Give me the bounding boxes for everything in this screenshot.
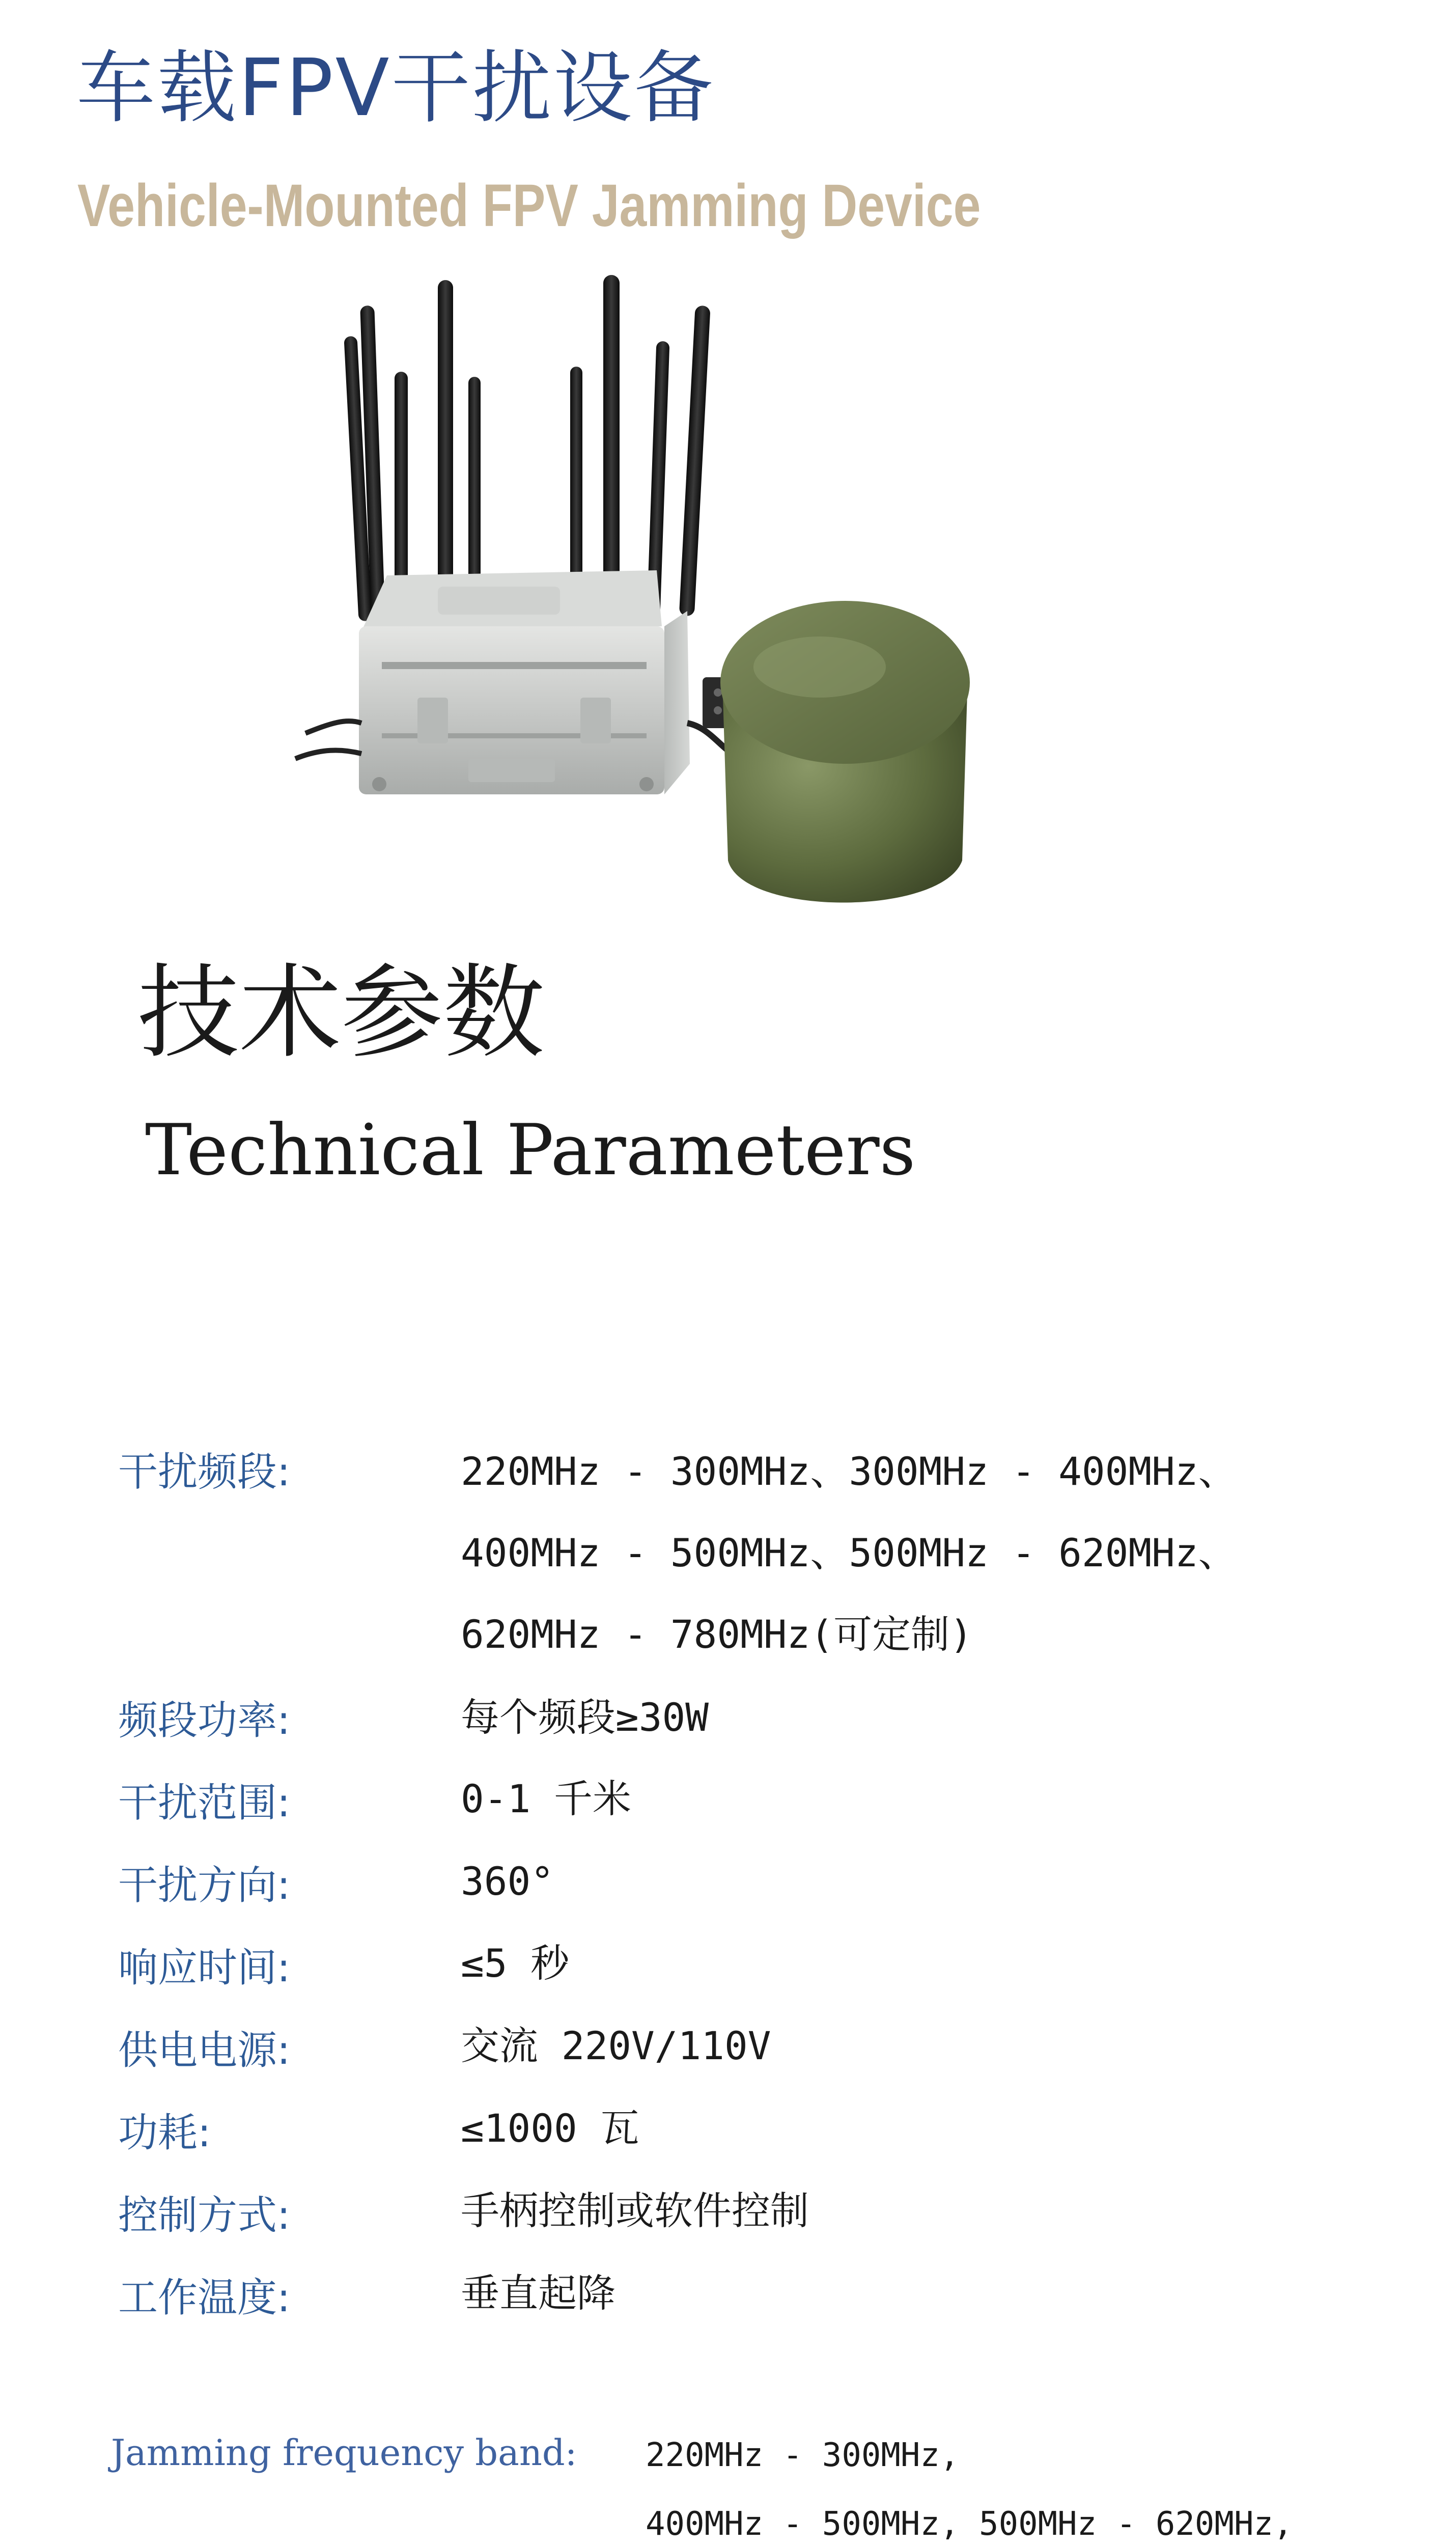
- param-value-en: 400MHz - 500MHz, 500MHz - 620MHz,: [646, 2505, 1293, 2543]
- param-label-cn: 功耗:: [118, 2110, 211, 2156]
- page-title-cn: 车载FPV干扰设备: [76, 42, 715, 134]
- param-value-cn: 垂直起降: [461, 2271, 615, 2316]
- jammer-chassis: [359, 570, 690, 794]
- param-label-cn: 控制方式:: [118, 2193, 291, 2238]
- page-title-en: Vehicle-Mounted FPV Jamming Device: [77, 172, 981, 239]
- param-value-cn: 每个频段≥30W: [461, 1695, 709, 1740]
- param-label-cn: 供电电源:: [118, 2028, 291, 2073]
- param-value-cn: 交流 220V/110V: [461, 2023, 771, 2068]
- section-title-cn: 技术参数: [137, 954, 545, 1072]
- param-label-cn: 响应时间:: [118, 1945, 291, 1991]
- param-value-en: 220MHz - 300MHz,: [646, 2437, 960, 2474]
- param-label-cn: 工作温度:: [118, 2275, 291, 2321]
- param-value-cn: 620MHz - 780MHz(可定制): [461, 1612, 973, 1657]
- dome-antenna: [720, 601, 970, 903]
- param-label-cn: 干扰范围:: [118, 1780, 291, 1826]
- param-value-cn: 400MHz - 500MHz、500MHz - 620MHz、: [461, 1530, 1237, 1575]
- param-label-cn: 干扰频段:: [118, 1449, 291, 1495]
- section-title-en: Technical Parameters: [145, 1109, 916, 1191]
- param-value-cn: 0-1 千米: [461, 1776, 632, 1821]
- param-value-cn: ≤5 秒: [461, 1941, 570, 1986]
- param-label-cn: 频段功率:: [118, 1698, 291, 1744]
- param-value-cn: 360°: [461, 1859, 554, 1904]
- param-value-cn: 手柄控制或软件控制: [461, 2188, 809, 2233]
- product-image: [285, 275, 1089, 957]
- param-value-cn: 220MHz - 300MHz、300MHz - 400MHz、: [461, 1449, 1237, 1494]
- param-label-cn: 干扰方向:: [118, 1863, 291, 1908]
- param-label-en: Jamming frequency band:: [111, 2432, 577, 2474]
- param-value-cn: ≤1000 瓦: [461, 2106, 639, 2151]
